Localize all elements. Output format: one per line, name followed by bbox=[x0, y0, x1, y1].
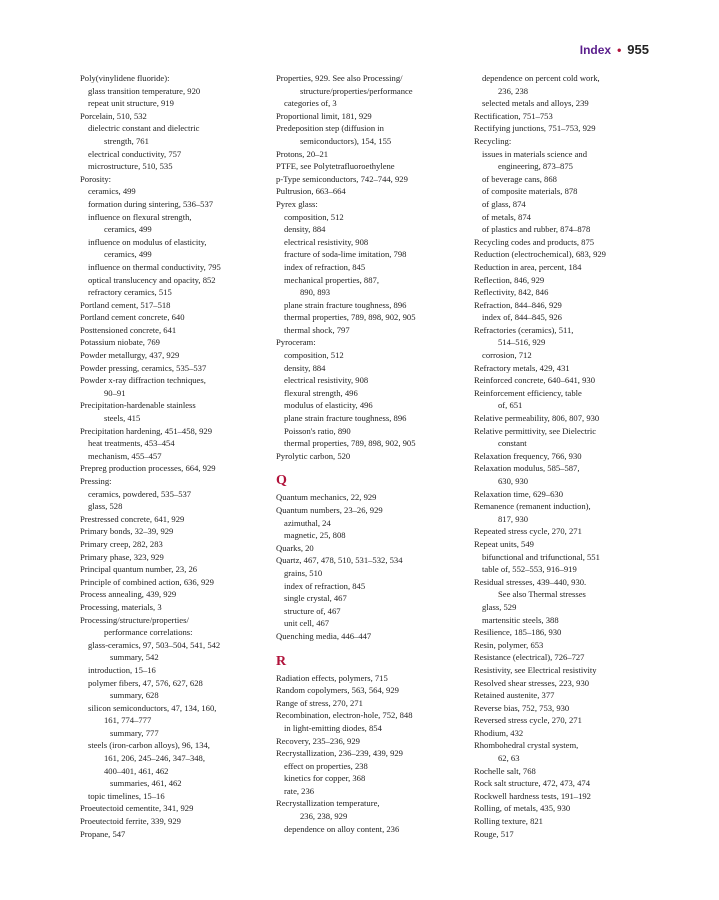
index-subentry: plane strain fracture toughness, 896 bbox=[284, 413, 407, 424]
index-entry: Refraction, 844–846, 929 bbox=[474, 299, 562, 310]
index-subentry: thermal properties, 789, 898, 902, 905 bbox=[284, 312, 416, 323]
index-subentry: azimuthal, 24 bbox=[284, 517, 331, 528]
index-subentry: Poisson's ratio, 890 bbox=[284, 425, 351, 436]
index-subentry: grains, 510 bbox=[284, 567, 323, 578]
index-subentry: ceramics, 499 bbox=[104, 249, 152, 260]
index-entry: Powder metallurgy, 437, 929 bbox=[80, 350, 180, 361]
index-entry: Rhombohedral crystal system, bbox=[474, 740, 579, 751]
index-entry: Principal quantum number, 23, 26 bbox=[80, 564, 198, 575]
index-subentry: in light-emitting diodes, 854 bbox=[284, 722, 382, 733]
index-subentry: electrical conductivity, 757 bbox=[88, 148, 182, 159]
index-subentry: influence on flexural strength, bbox=[88, 211, 192, 222]
index-subentry: 236, 238, 929 bbox=[300, 811, 348, 822]
index-entry: Quantum mechanics, 22, 929 bbox=[276, 492, 377, 503]
index-entry: Range of stress, 270, 271 bbox=[276, 697, 363, 708]
index-subentry: heat treatments, 453–454 bbox=[88, 438, 175, 449]
index-entry: Refractory metals, 429, 431 bbox=[474, 362, 570, 373]
index-subentry: glass, 529 bbox=[482, 601, 517, 612]
index-entry: Recycling: bbox=[474, 135, 512, 146]
index-subentry: steels (iron-carbon alloys), 96, 134, bbox=[88, 740, 210, 751]
index-subentry: constant bbox=[498, 438, 527, 449]
index-subentry: of beverage cans, 868 bbox=[482, 173, 557, 184]
index-subentry: strength, 761 bbox=[104, 135, 149, 146]
index-subentry: of metals, 874 bbox=[482, 211, 531, 222]
index-entry: Rectification, 751–753 bbox=[474, 110, 553, 121]
index-entry: Prestressed concrete, 641, 929 bbox=[80, 513, 185, 524]
index-subentry: topic timelines, 15–16 bbox=[88, 790, 165, 801]
index-subentry: categories of, 3 bbox=[284, 98, 337, 109]
index-subentry: silicon semiconductors, 47, 134, 160, bbox=[88, 702, 217, 713]
index-subentry: issues in materials science and bbox=[482, 148, 588, 159]
index-entry: Rochelle salt, 768 bbox=[474, 765, 536, 776]
index-subentry: table of, 552–553, 916–919 bbox=[482, 564, 577, 575]
index-entry: Processing/structure/properties/ bbox=[80, 614, 189, 625]
index-subentry: optical translucency and opacity, 852 bbox=[88, 274, 216, 285]
index-subentry: 890, 893 bbox=[300, 287, 331, 298]
index-subentry: of, 651 bbox=[498, 400, 523, 411]
index-entry: Processing, materials, 3 bbox=[80, 601, 162, 612]
index-column-1 bbox=[80, 72, 266, 840]
index-subentry: See also Thermal stresses bbox=[498, 589, 586, 600]
index-entry: Rouge, 517 bbox=[474, 828, 514, 839]
index-entry: Rolling texture, 821 bbox=[474, 816, 543, 827]
index-subentry: effect on properties, 238 bbox=[284, 760, 368, 771]
index-entry: Propane, 547 bbox=[80, 828, 126, 839]
index-subentry: ceramics, 499 bbox=[88, 186, 136, 197]
index-subentry: electrical resistivity, 908 bbox=[284, 375, 369, 386]
index-entry: Repeat units, 549 bbox=[474, 538, 534, 549]
index-entry: Reflectivity, 842, 846 bbox=[474, 287, 549, 298]
index-subentry: corrosion, 712 bbox=[482, 350, 532, 361]
index-entry: Retained austenite, 377 bbox=[474, 690, 555, 701]
index-subentry: 62, 63 bbox=[498, 753, 520, 764]
index-entry: Resolved shear stresses, 223, 930 bbox=[474, 677, 590, 688]
index-entry: p-Type semiconductors, 742–744, 929 bbox=[276, 173, 408, 184]
index-subentry: 817, 930 bbox=[498, 513, 529, 524]
index-entry: Radiation effects, polymers, 715 bbox=[276, 672, 388, 683]
index-subentry: of glass, 874 bbox=[482, 198, 526, 209]
index-subentry: engineering, 873–875 bbox=[498, 161, 573, 172]
index-subentry: structure/properties/performance bbox=[300, 85, 413, 96]
index-subentry: modulus of elasticity, 496 bbox=[284, 400, 373, 411]
index-subentry: steels, 415 bbox=[104, 413, 141, 424]
index-subentry: semiconductors), 154, 155 bbox=[300, 135, 392, 146]
index-subentry: plane strain fracture toughness, 896 bbox=[284, 299, 407, 310]
index-entry: Proeutectoid cementite, 341, 929 bbox=[80, 803, 194, 814]
index-subentry: flexural strength, 496 bbox=[284, 387, 358, 398]
index-entry: Relaxation time, 629–630 bbox=[474, 488, 564, 499]
index-entry: Relative permittivity, see Dielectric bbox=[474, 425, 597, 436]
index-entry: Pressing: bbox=[80, 476, 112, 486]
index-entry: Quarks, 20 bbox=[276, 542, 314, 553]
index-subentry: 514–516, 929 bbox=[498, 337, 546, 348]
index-entry: Principle of combined action, 636, 929 bbox=[80, 576, 214, 587]
index-entry: Recombination, electron-hole, 752, 848 bbox=[276, 710, 413, 721]
index-subentry: summary, 628 bbox=[110, 690, 159, 701]
index-subentry: summary, 777 bbox=[110, 727, 159, 738]
index-entry: Powder pressing, ceramics, 535–537 bbox=[80, 362, 207, 373]
index-subentry: 630, 930 bbox=[498, 476, 529, 486]
index-entry: Reinforcement efficiency, table bbox=[474, 387, 582, 398]
index-subentry: polymer fibers, 47, 576, 627, 628 bbox=[88, 677, 203, 688]
index-entry: Random copolymers, 563, 564, 929 bbox=[276, 685, 399, 696]
index-entry: Repeated stress cycle, 270, 271 bbox=[474, 526, 582, 537]
index-subentry: index of refraction, 845 bbox=[284, 261, 366, 272]
index-entry: Resin, polymer, 653 bbox=[474, 639, 544, 650]
index-subentry: structure of, 467 bbox=[284, 605, 341, 616]
index-entry: Quenching media, 446–447 bbox=[276, 630, 372, 641]
index-entry: Refractories (ceramics), 511, bbox=[474, 324, 574, 335]
index-subentry: 400–401, 461, 462 bbox=[104, 765, 169, 776]
index-entry: Recycling codes and products, 875 bbox=[474, 236, 595, 247]
index-entry: Pyrex glass: bbox=[276, 198, 318, 209]
index-entry: Residual stresses, 439–440, 930. bbox=[474, 576, 587, 587]
index-subentry: 161, 774–777 bbox=[104, 715, 152, 726]
index-subentry: 236, 238 bbox=[498, 85, 529, 96]
index-subentry: influence on thermal conductivity, 795 bbox=[88, 261, 221, 272]
index-entry: Resistivity, see Electrical resistivity bbox=[474, 664, 597, 675]
index-entry: Poly(vinylidene fluoride): bbox=[80, 73, 170, 83]
index-entry: Primary creep, 282, 283 bbox=[80, 538, 163, 549]
index-entry: Relaxation modulus, 585–587, bbox=[474, 463, 580, 474]
index-entry: Reversed stress cycle, 270, 271 bbox=[474, 715, 582, 726]
index-subentry: of composite materials, 878 bbox=[482, 186, 578, 197]
index-subentry: mechanical properties, 887, bbox=[284, 274, 379, 285]
index-entry: Portland cement concrete, 640 bbox=[80, 312, 185, 323]
index-entry: Precipitation hardening, 451–458, 929 bbox=[80, 425, 212, 436]
index-subentry: index of refraction, 845 bbox=[284, 580, 366, 591]
index-entry: Process annealing, 439, 929 bbox=[80, 589, 177, 600]
index-subentry: glass, 528 bbox=[88, 501, 123, 512]
index-subentry: kinetics for copper, 368 bbox=[284, 773, 366, 784]
index-subentry: thermal shock, 797 bbox=[284, 324, 350, 335]
index-entry: Predeposition step (diffusion in bbox=[276, 123, 384, 134]
index-entry: Potassium niobate, 769 bbox=[80, 337, 160, 348]
index-subentry: refractory ceramics, 515 bbox=[88, 287, 172, 298]
index-subentry: influence on modulus of elasticity, bbox=[88, 236, 207, 247]
index-entry: Recrystallization, 236–239, 439, 929 bbox=[276, 748, 403, 759]
index-subentry: glass-ceramics, 97, 503–504, 541, 542 bbox=[88, 639, 221, 650]
index-entry: Properties, 929. See also Processing/ bbox=[276, 73, 403, 83]
index-subentry: martensitic steels, 388 bbox=[482, 614, 559, 625]
index-entry: Remanence (remanent induction), bbox=[474, 501, 591, 512]
index-entry: Protons, 20–21 bbox=[276, 148, 329, 159]
index-subentry: 90–91 bbox=[104, 387, 126, 398]
index-subentry: ceramics, powdered, 535–537 bbox=[88, 488, 192, 499]
index-subentry: density, 884 bbox=[284, 224, 326, 235]
index-subentry: mechanism, 455–457 bbox=[88, 450, 162, 461]
index-subentry: single crystal, 467 bbox=[284, 593, 347, 604]
index-subentry: composition, 512 bbox=[284, 211, 344, 222]
index-entry: Powder x-ray diffraction techniques, bbox=[80, 375, 206, 386]
index-entry: Porcelain, 510, 532 bbox=[80, 110, 147, 121]
index-subentry: dielectric constant and dielectric bbox=[88, 123, 200, 134]
index-entry: Reduction (electrochemical), 683, 929 bbox=[474, 249, 606, 260]
index-entry: Recovery, 235–236, 929 bbox=[276, 735, 360, 746]
index-entry: Porosity: bbox=[80, 173, 112, 184]
index-entry: Precipitation-hardenable stainless bbox=[80, 400, 196, 411]
index-subentry: glass transition temperature, 920 bbox=[88, 85, 201, 96]
index-entry: Recrystallization temperature, bbox=[276, 798, 380, 809]
index-entry: Reduction in area, percent, 184 bbox=[474, 261, 582, 272]
running-head-section: Index bbox=[579, 43, 612, 57]
index-column-3 bbox=[474, 72, 660, 840]
index-entry: Portland cement, 517–518 bbox=[80, 299, 171, 310]
index-subentry: performance correlations: bbox=[104, 627, 193, 638]
index-subentry: unit cell, 467 bbox=[284, 618, 330, 629]
page-number: 955 bbox=[627, 42, 649, 57]
index-entry: Pyrolytic carbon, 520 bbox=[276, 450, 351, 461]
index-entry: Rhodium, 432 bbox=[474, 727, 524, 738]
index-entry: Quantum numbers, 23–26, 929 bbox=[276, 505, 383, 515]
index-subentry: microstructure, 510, 535 bbox=[88, 161, 173, 172]
index-entry: Reverse bias, 752, 753, 930 bbox=[474, 702, 570, 713]
index-column-2 bbox=[276, 72, 462, 835]
index-entry: Pultrusion, 663–664 bbox=[276, 186, 346, 197]
index-subentry: magnetic, 25, 808 bbox=[284, 530, 346, 541]
index-entry: Posttensioned concrete, 641 bbox=[80, 324, 177, 335]
index-entry: Rockwell hardness tests, 191–192 bbox=[474, 790, 591, 801]
index-subentry: composition, 512 bbox=[284, 350, 344, 361]
section-letter: Q bbox=[276, 473, 287, 489]
index-subentry: ceramics, 499 bbox=[104, 224, 152, 235]
running-head-bullet: • bbox=[617, 43, 622, 57]
index-subentry: dependence on percent cold work, bbox=[482, 73, 600, 83]
index-subentry: electrical resistivity, 908 bbox=[284, 236, 369, 247]
index-entry: Resilience, 185–186, 930 bbox=[474, 627, 562, 638]
section-letter: R bbox=[276, 653, 287, 669]
index-subentry: summaries, 461, 462 bbox=[110, 778, 182, 789]
index-subentry: of plastics and rubber, 874–878 bbox=[482, 224, 591, 235]
index-subentry: summary, 542 bbox=[110, 652, 159, 663]
page-header bbox=[580, 42, 649, 57]
index-entry: Prepreg production processes, 664, 929 bbox=[80, 463, 216, 474]
index-subentry: bifunctional and trifunctional, 551 bbox=[482, 551, 600, 562]
index-subentry: repeat unit structure, 919 bbox=[88, 98, 174, 109]
index-subentry: thermal properties, 789, 898, 902, 905 bbox=[284, 438, 416, 449]
index-entry: Rectifying junctions, 751–753, 929 bbox=[474, 123, 596, 134]
index-subentry: selected metals and alloys, 239 bbox=[482, 98, 589, 109]
index-subentry: rate, 236 bbox=[284, 785, 315, 796]
index-entry: Relative permeability, 806, 807, 930 bbox=[474, 413, 600, 424]
index-entry: Relaxation frequency, 766, 930 bbox=[474, 450, 582, 461]
index-entry: Rock salt structure, 472, 473, 474 bbox=[474, 778, 590, 789]
index-entry: Quartz, 467, 478, 510, 531–532, 534 bbox=[276, 555, 403, 566]
index-entry: Proeutectoid ferrite, 339, 929 bbox=[80, 816, 181, 827]
index-subentry: 161, 206, 245–246, 347–348, bbox=[104, 753, 205, 764]
index-entry: Pyroceram: bbox=[276, 337, 316, 348]
index-entry: Reinforced concrete, 640–641, 930 bbox=[474, 375, 595, 386]
index-entry: Primary phase, 323, 929 bbox=[80, 551, 164, 562]
index-subentry: index of, 844–845, 926 bbox=[482, 312, 562, 323]
index-subentry: fracture of soda-lime imitation, 798 bbox=[284, 249, 407, 260]
index-entry: Primary bonds, 32–39, 929 bbox=[80, 526, 174, 537]
index-subentry: formation during sintering, 536–537 bbox=[88, 198, 214, 209]
index-subentry: density, 884 bbox=[284, 362, 326, 373]
index-entry: Proportional limit, 181, 929 bbox=[276, 110, 372, 121]
index-subentry: introduction, 15–16 bbox=[88, 664, 156, 675]
index-entry: Resistance (electrical), 726–727 bbox=[474, 652, 585, 663]
index-entry: PTFE, see Polytetrafluoroethylene bbox=[276, 161, 395, 172]
index-entry: Rolling, of metals, 435, 930 bbox=[474, 803, 571, 814]
index-entry: Reflection, 846, 929 bbox=[474, 274, 545, 285]
index-subentry: dependence on alloy content, 236 bbox=[284, 823, 400, 834]
